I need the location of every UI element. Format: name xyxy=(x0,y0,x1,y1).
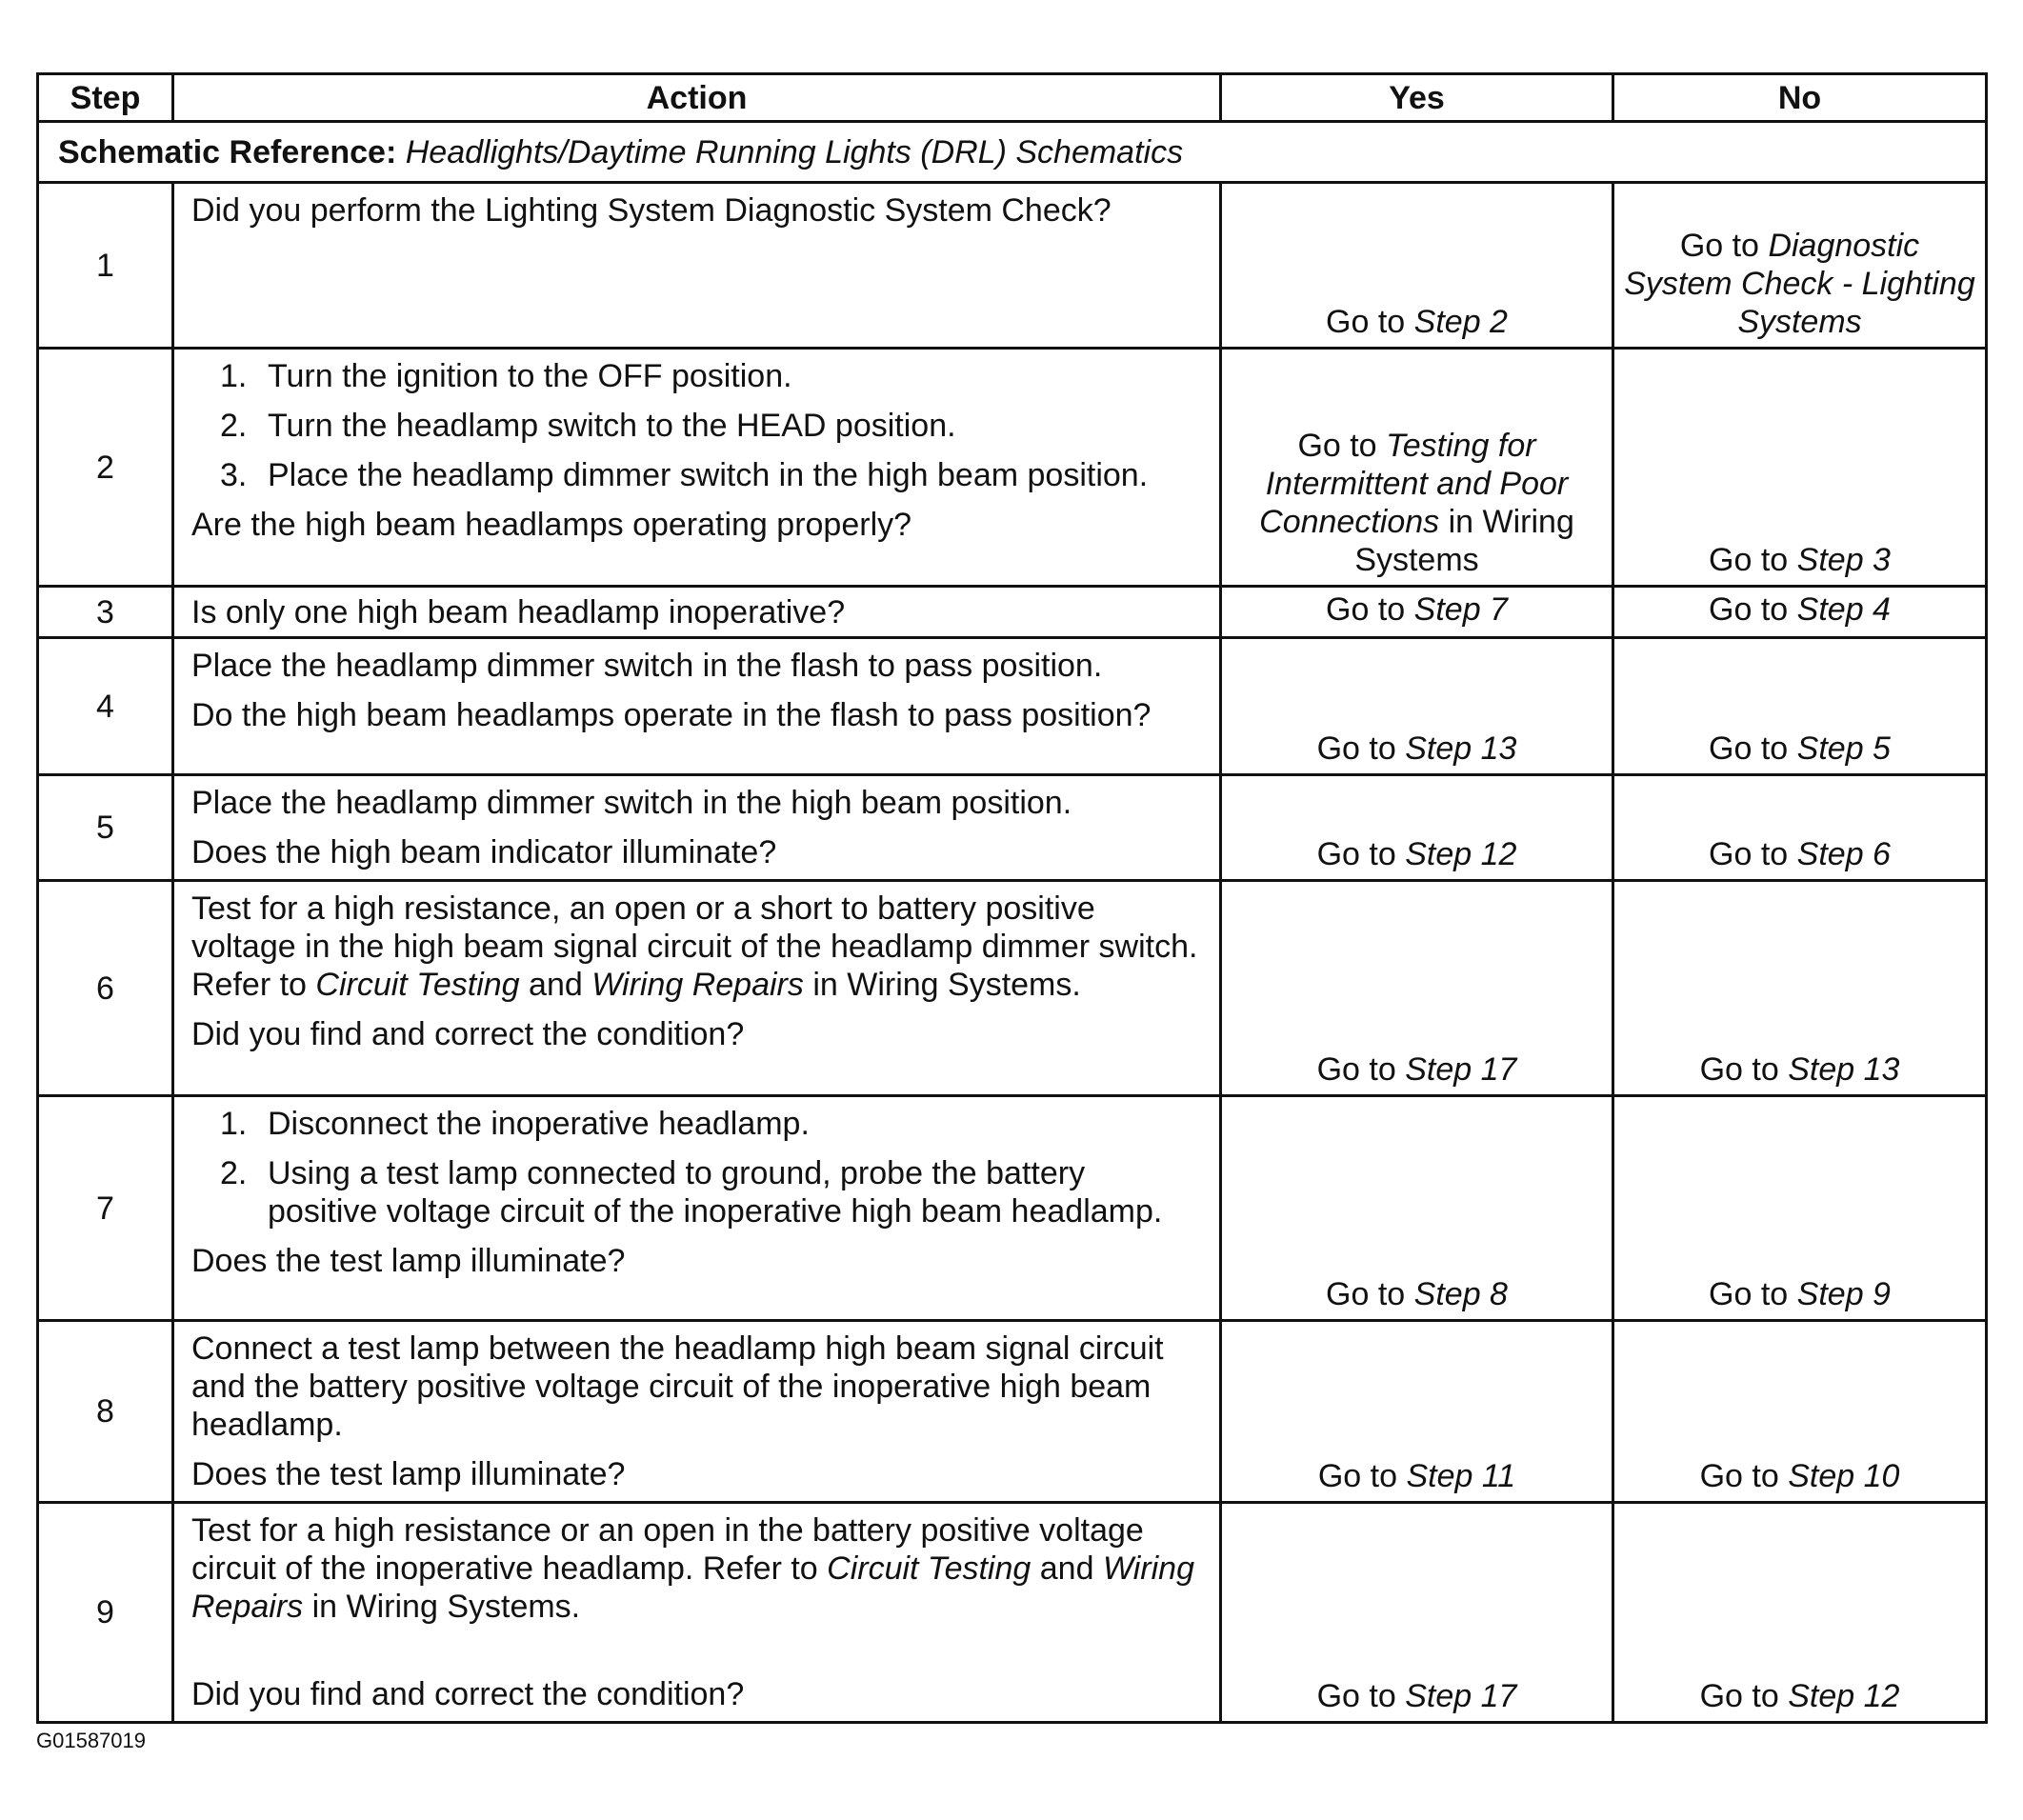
action-question: Does the high beam indicator illuminate? xyxy=(191,834,777,870)
list-item xyxy=(191,1154,1202,1230)
yes-cell xyxy=(1221,1096,1613,1321)
goto-prefix: Go to xyxy=(1709,590,1789,628)
action-text xyxy=(191,1511,1202,1626)
no-link[interactable]: Diagnostic System Check - Lighting Systems xyxy=(1624,228,1975,340)
action-text-part: Test for a high resistance or an open in the battery positive voltage circuit of the inoperative headlamp. Refer to xyxy=(191,1512,1144,1587)
yes-cell xyxy=(1221,881,1613,1096)
action-cell xyxy=(173,587,1221,638)
item-number: 2. xyxy=(220,408,248,444)
action-text-part: and xyxy=(529,967,583,1003)
action-question: Did you find and correct the condition? xyxy=(191,1016,745,1052)
schematic-reference-link[interactable]: Headlights/Daytime Running Lights (DRL) Schematics xyxy=(405,133,1184,170)
action-text-part: in Wiring Systems. xyxy=(812,967,1081,1003)
table-row xyxy=(38,1503,1987,1723)
step-number: 6 xyxy=(38,881,173,1096)
schematic-reference-row xyxy=(38,122,1987,183)
action-question: Does the test lamp illuminate? xyxy=(191,1243,626,1279)
list-item xyxy=(191,1105,1202,1143)
header-row xyxy=(38,74,1987,122)
header-action: Action xyxy=(173,74,1221,122)
item-text: Turn the headlamp switch to the HEAD position. xyxy=(268,408,956,444)
step-number: 5 xyxy=(38,775,173,881)
yes-link[interactable]: Step 2 xyxy=(1413,304,1508,340)
list-item xyxy=(191,456,1202,494)
yes-link[interactable]: Step 13 xyxy=(1405,730,1517,767)
no-cell xyxy=(1613,349,1987,587)
goto-prefix: Go to xyxy=(1679,228,1759,264)
action-steps-list xyxy=(191,1105,1202,1230)
item-number: 3. xyxy=(220,457,248,493)
goto-prefix: Go to xyxy=(1316,1051,1396,1088)
schematic-reference-cell xyxy=(38,122,1987,183)
list-item xyxy=(191,357,1202,395)
no-cell xyxy=(1613,638,1987,775)
no-cell xyxy=(1613,775,1987,881)
no-link[interactable]: Step 4 xyxy=(1796,590,1891,628)
action-text: Did you perform the Lighting System Diagnostic System Check? xyxy=(191,192,1112,229)
no-cell xyxy=(1613,587,1987,638)
yes-cell xyxy=(1221,1503,1613,1723)
item-text: Disconnect the inoperative headlamp. xyxy=(268,1106,810,1142)
yes-cell xyxy=(1221,587,1613,638)
yes-link[interactable]: Step 8 xyxy=(1413,1276,1508,1312)
item-number: 1. xyxy=(220,358,248,394)
action-text: Is only one high beam headlamp inoperative? xyxy=(191,593,846,630)
goto-prefix: Go to xyxy=(1326,1276,1406,1312)
step-number: 4 xyxy=(38,638,173,775)
action-cell xyxy=(173,775,1221,881)
goto-prefix: Go to xyxy=(1709,730,1789,767)
circuit-testing-link[interactable]: Circuit Testing xyxy=(315,967,520,1003)
no-cell xyxy=(1613,1503,1987,1723)
action-text-part: in Wiring Systems. xyxy=(311,1589,581,1625)
schematic-reference-label: Schematic Reference: xyxy=(58,133,397,170)
step-number: 3 xyxy=(38,587,173,638)
action-text xyxy=(191,890,1202,1004)
action-cell xyxy=(173,1096,1221,1321)
action-question: Do the high beam headlamps operate in the flash to pass position? xyxy=(191,697,1152,733)
goto-prefix: Go to xyxy=(1709,1276,1789,1312)
goto-prefix: Go to xyxy=(1699,1051,1779,1088)
yes-link[interactable]: Step 17 xyxy=(1405,1678,1517,1714)
wiring-repairs-link[interactable]: Wiring Repairs xyxy=(191,1550,1194,1625)
circuit-testing-link[interactable]: Circuit Testing xyxy=(827,1550,1032,1587)
action-cell xyxy=(173,881,1221,1096)
figure-id: G01587019 xyxy=(36,1729,146,1752)
yes-cell xyxy=(1221,183,1613,349)
goto-prefix: Go to xyxy=(1316,730,1396,767)
goto-prefix: Go to xyxy=(1316,836,1396,872)
action-question: Are the high beam headlamps operating properly? xyxy=(191,507,912,543)
action-question: Did you find and correct the condition? xyxy=(191,1676,745,1712)
action-text: Place the headlamp dimmer switch in the flash to pass position. xyxy=(191,648,1103,684)
diagnostic-table xyxy=(36,72,1988,1724)
goto-prefix: Go to xyxy=(1316,1678,1396,1714)
no-link[interactable]: Step 3 xyxy=(1796,542,1891,578)
goto-prefix: Go to xyxy=(1326,590,1406,628)
no-cell xyxy=(1613,1096,1987,1321)
action-text: Connect a test lamp between the headlamp high beam signal circuit and the battery positive voltage circuit of the inoperative high beam headlamp. xyxy=(191,1330,1164,1443)
header-step: Step xyxy=(38,74,173,122)
yes-link[interactable]: Testing for Intermittent and Poor Connections xyxy=(1259,428,1569,540)
action-cell xyxy=(173,183,1221,349)
table-row xyxy=(38,349,1987,587)
step-number: 1 xyxy=(38,183,173,349)
yes-link[interactable]: Step 11 xyxy=(1406,1458,1516,1494)
header-yes: Yes xyxy=(1221,74,1613,122)
table-row xyxy=(38,183,1987,349)
no-link[interactable]: Step 9 xyxy=(1796,1276,1891,1312)
yes-suffix: in Wiring Systems xyxy=(1354,504,1574,578)
table-row xyxy=(38,775,1987,881)
step-number: 2 xyxy=(38,349,173,587)
goto-prefix: Go to xyxy=(1699,1458,1779,1494)
goto-prefix: Go to xyxy=(1317,1458,1398,1494)
table-row xyxy=(38,587,1987,638)
list-item xyxy=(191,407,1202,445)
yes-cell xyxy=(1221,638,1613,775)
no-link[interactable]: Step 13 xyxy=(1788,1051,1900,1088)
goto-prefix: Go to xyxy=(1709,836,1789,872)
step-number: 8 xyxy=(38,1321,173,1503)
item-number: 1. xyxy=(220,1106,248,1142)
action-steps-list xyxy=(191,357,1202,494)
item-text: Using a test lamp connected to ground, probe the battery positive voltage circuit of the inoperative high beam headlamp. xyxy=(268,1155,1163,1230)
yes-link[interactable]: Step 17 xyxy=(1405,1051,1517,1088)
yes-link[interactable]: Step 7 xyxy=(1413,590,1508,628)
action-text-part: and xyxy=(1039,1550,1094,1587)
action-cell xyxy=(173,1321,1221,1503)
goto-prefix: Go to xyxy=(1709,542,1789,578)
table-row xyxy=(38,638,1987,775)
item-text: Turn the ignition to the OFF position. xyxy=(268,358,792,394)
wiring-repairs-link[interactable]: Wiring Repairs xyxy=(591,967,804,1003)
header-no: No xyxy=(1613,74,1987,122)
yes-cell xyxy=(1221,349,1613,587)
table-row xyxy=(38,1096,1987,1321)
goto-prefix: Go to xyxy=(1326,304,1406,340)
item-number: 2. xyxy=(220,1155,248,1191)
table-row xyxy=(38,1321,1987,1503)
no-link[interactable]: Step 6 xyxy=(1796,836,1891,872)
action-cell xyxy=(173,349,1221,587)
yes-cell xyxy=(1221,775,1613,881)
yes-cell xyxy=(1221,1321,1613,1503)
no-cell xyxy=(1613,881,1987,1096)
step-number: 9 xyxy=(38,1503,173,1723)
step-number: 7 xyxy=(38,1096,173,1321)
action-text: Place the headlamp dimmer switch in the high beam position. xyxy=(191,785,1072,821)
no-link[interactable]: Step 10 xyxy=(1788,1458,1900,1494)
goto-prefix: Go to xyxy=(1699,1678,1779,1714)
action-text-part: Test for a high resistance, an open or a short to battery positive voltage in the high beam signal circuit of the headlamp dimmer switch. Refer to xyxy=(191,890,1198,1003)
no-cell xyxy=(1613,1321,1987,1503)
no-link[interactable]: Step 5 xyxy=(1796,730,1891,767)
action-question: Does the test lamp illuminate? xyxy=(191,1456,626,1492)
action-cell xyxy=(173,1503,1221,1723)
goto-prefix: Go to xyxy=(1297,428,1377,464)
no-cell xyxy=(1613,183,1987,349)
action-cell xyxy=(173,638,1221,775)
item-text: Place the headlamp dimmer switch in the high beam position. xyxy=(268,457,1149,493)
yes-link[interactable]: Step 12 xyxy=(1405,836,1517,872)
no-link[interactable]: Step 12 xyxy=(1788,1678,1900,1714)
table-row xyxy=(38,881,1987,1096)
